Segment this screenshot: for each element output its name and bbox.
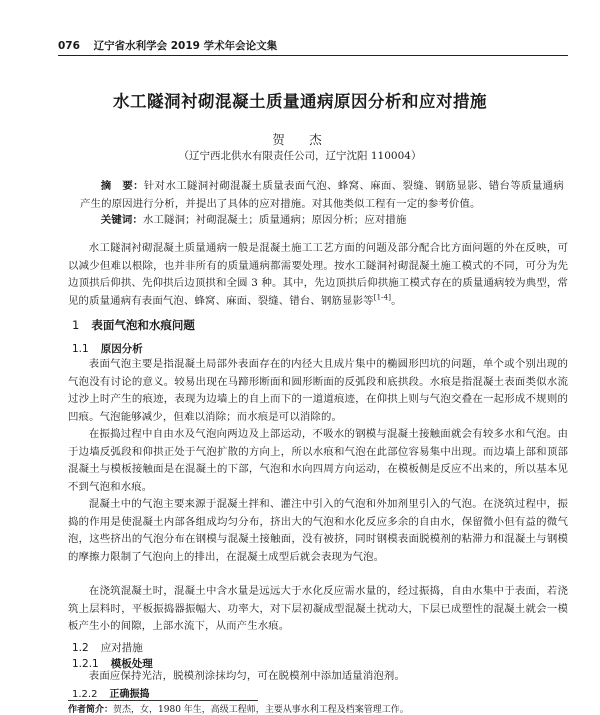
paragraph-1: 表面气泡主要是指混凝土局部外表面存在的内径大且成片集中的椭圆形凹坑的问题，单个或个别出现的气泡没有讨论的意义。较易出现在马蹄形断面和圆形断面的反弧段和底拱段。水痕是指混凝土表面类似水流过沙上时产生的痕迹，表现为边墙上的自上而下的一道道痕迹，在仰拱上则与气泡交叠在一起形成不规则的凹痕。气泡能够减少，但难以消除；而水痕是可以消除的。	[68, 358, 568, 423]
footnote-rule	[68, 700, 258, 701]
section-number: 1.2	[72, 642, 89, 654]
running-header	[58, 38, 568, 53]
footnote-text: 贺杰，女，1980 年生，高级工程师，主要从事水利工程及档案管理工作。	[113, 705, 409, 715]
section-number: 1.2.1	[72, 658, 99, 670]
keywords	[80, 212, 564, 230]
section-heading-1-2-2	[72, 685, 149, 700]
section-number: 1.2.2	[72, 689, 98, 700]
section-title: 表面气泡和水痕问题	[91, 318, 195, 332]
intro-paragraph	[68, 240, 568, 310]
keywords-text: 水工隧洞；衬砌混凝土；质量通病；原因分析；应对措施	[142, 214, 407, 226]
section-number: 1.1	[72, 343, 89, 355]
section-title: 模板处理	[110, 658, 153, 670]
paragraph-2: 在振捣过程中自由水及气泡向两边及上部运动，不吸水的钢模与混凝土接触面就会有较多水和气泡。由于边墙反弧段和仰拱正处于气泡扩散的方向上，所以水痕和气泡在此部位容易集中出现。而边墙上部和顶部混凝土与模板接触面是在混凝土的下部，气泡和水向四周方向运动，在模板侧是反应不出来的，所以基本见不到气泡和水痕。	[68, 428, 568, 493]
section-heading-1-2	[72, 640, 143, 655]
intro-end: 。	[391, 294, 402, 307]
affiliation: （辽宁西北供水有限责任公司，辽宁沈阳 110004）	[178, 150, 422, 162]
section-number: 1	[72, 318, 80, 332]
abstract-label: 摘 要：	[100, 180, 144, 192]
header-rule	[58, 55, 568, 56]
keywords-label: 关键词：	[100, 214, 143, 226]
paragraph-5: 表面应保持光洁，脱模剂涂抹均匀，可在脱模剂中添加适量消泡剂。	[88, 670, 406, 682]
section-heading-1-1	[72, 341, 143, 356]
section-heading-1	[72, 317, 195, 333]
abstract-text: 针对水工隧洞衬砌混凝土质量表面气泡、蜂窝、麻面、裂缝、钢筋显影、错台等质量通病产生的原因进行分析，并提出了具体的应对措施。对其他类似工程有一定的参考价值。	[80, 180, 564, 210]
abstract	[80, 178, 564, 213]
citation: [1-4]	[373, 293, 392, 302]
page-number: 076	[58, 40, 80, 52]
section-title: 原因分析	[100, 343, 143, 355]
footnote-label: 作者简介：	[68, 705, 114, 715]
paragraph-3: 混凝土中的气泡主要来源于混凝土拌和、灌注中引入的气泡和外加剂里引入的气泡。在浇筑过程中，振捣的作用是使混凝土内部各组成均匀分布，挤出大的气泡和水化反应多余的自由水，保留微小但有益的微气泡，这些挤出的气泡分布在钢模与混凝土接触面，没有被挤，同时钢模表面脱模剂的粘滞力和混凝土与钢模的摩擦力限制了气泡向上的排出，在混凝土成型后就会表现为气泡。	[68, 498, 568, 563]
paragraph-4: 在浇筑混凝土时，混凝土中含水量是远远大于水化反应需水量的，经过振捣，自由水集中于表面，若浇筑上层料时，平板振捣器振幅大、功率大，对下层初凝成型混凝土扰动大，下层已成塑性的混凝土就会一模板产生小的间隙，上部水流下，从而产生水痕。	[68, 585, 568, 632]
section-title: 正确振捣	[109, 689, 150, 700]
author: 贺 杰	[272, 132, 328, 147]
journal-name: 辽宁省水利学会 2019 学术年会论文集	[93, 40, 278, 52]
section-title: 应对措施	[100, 642, 143, 654]
article-title: 水工隧洞衬砌混凝土质量通病原因分析和应对措施	[113, 92, 487, 111]
author-footnote	[68, 702, 568, 715]
intro-text: 水工隧洞衬砌混凝土质量通病一般是混凝土施工工艺方面的问题及部分配合比方面问题的外在反映，可以减少但难以根除，也并非所有的质量通病都需要处理。按水工隧洞衬砌混凝土施工模式的不同，可分为先边顶拱后仰拱、先仰拱后边顶拱和全圆 3 种。其中，先边顶拱后仰拱施工模式存在的质量通病较为典型，常见的质量通病有表面气泡、蜂窝、麻面、裂缝、错台、钢筋显影等	[68, 242, 568, 307]
